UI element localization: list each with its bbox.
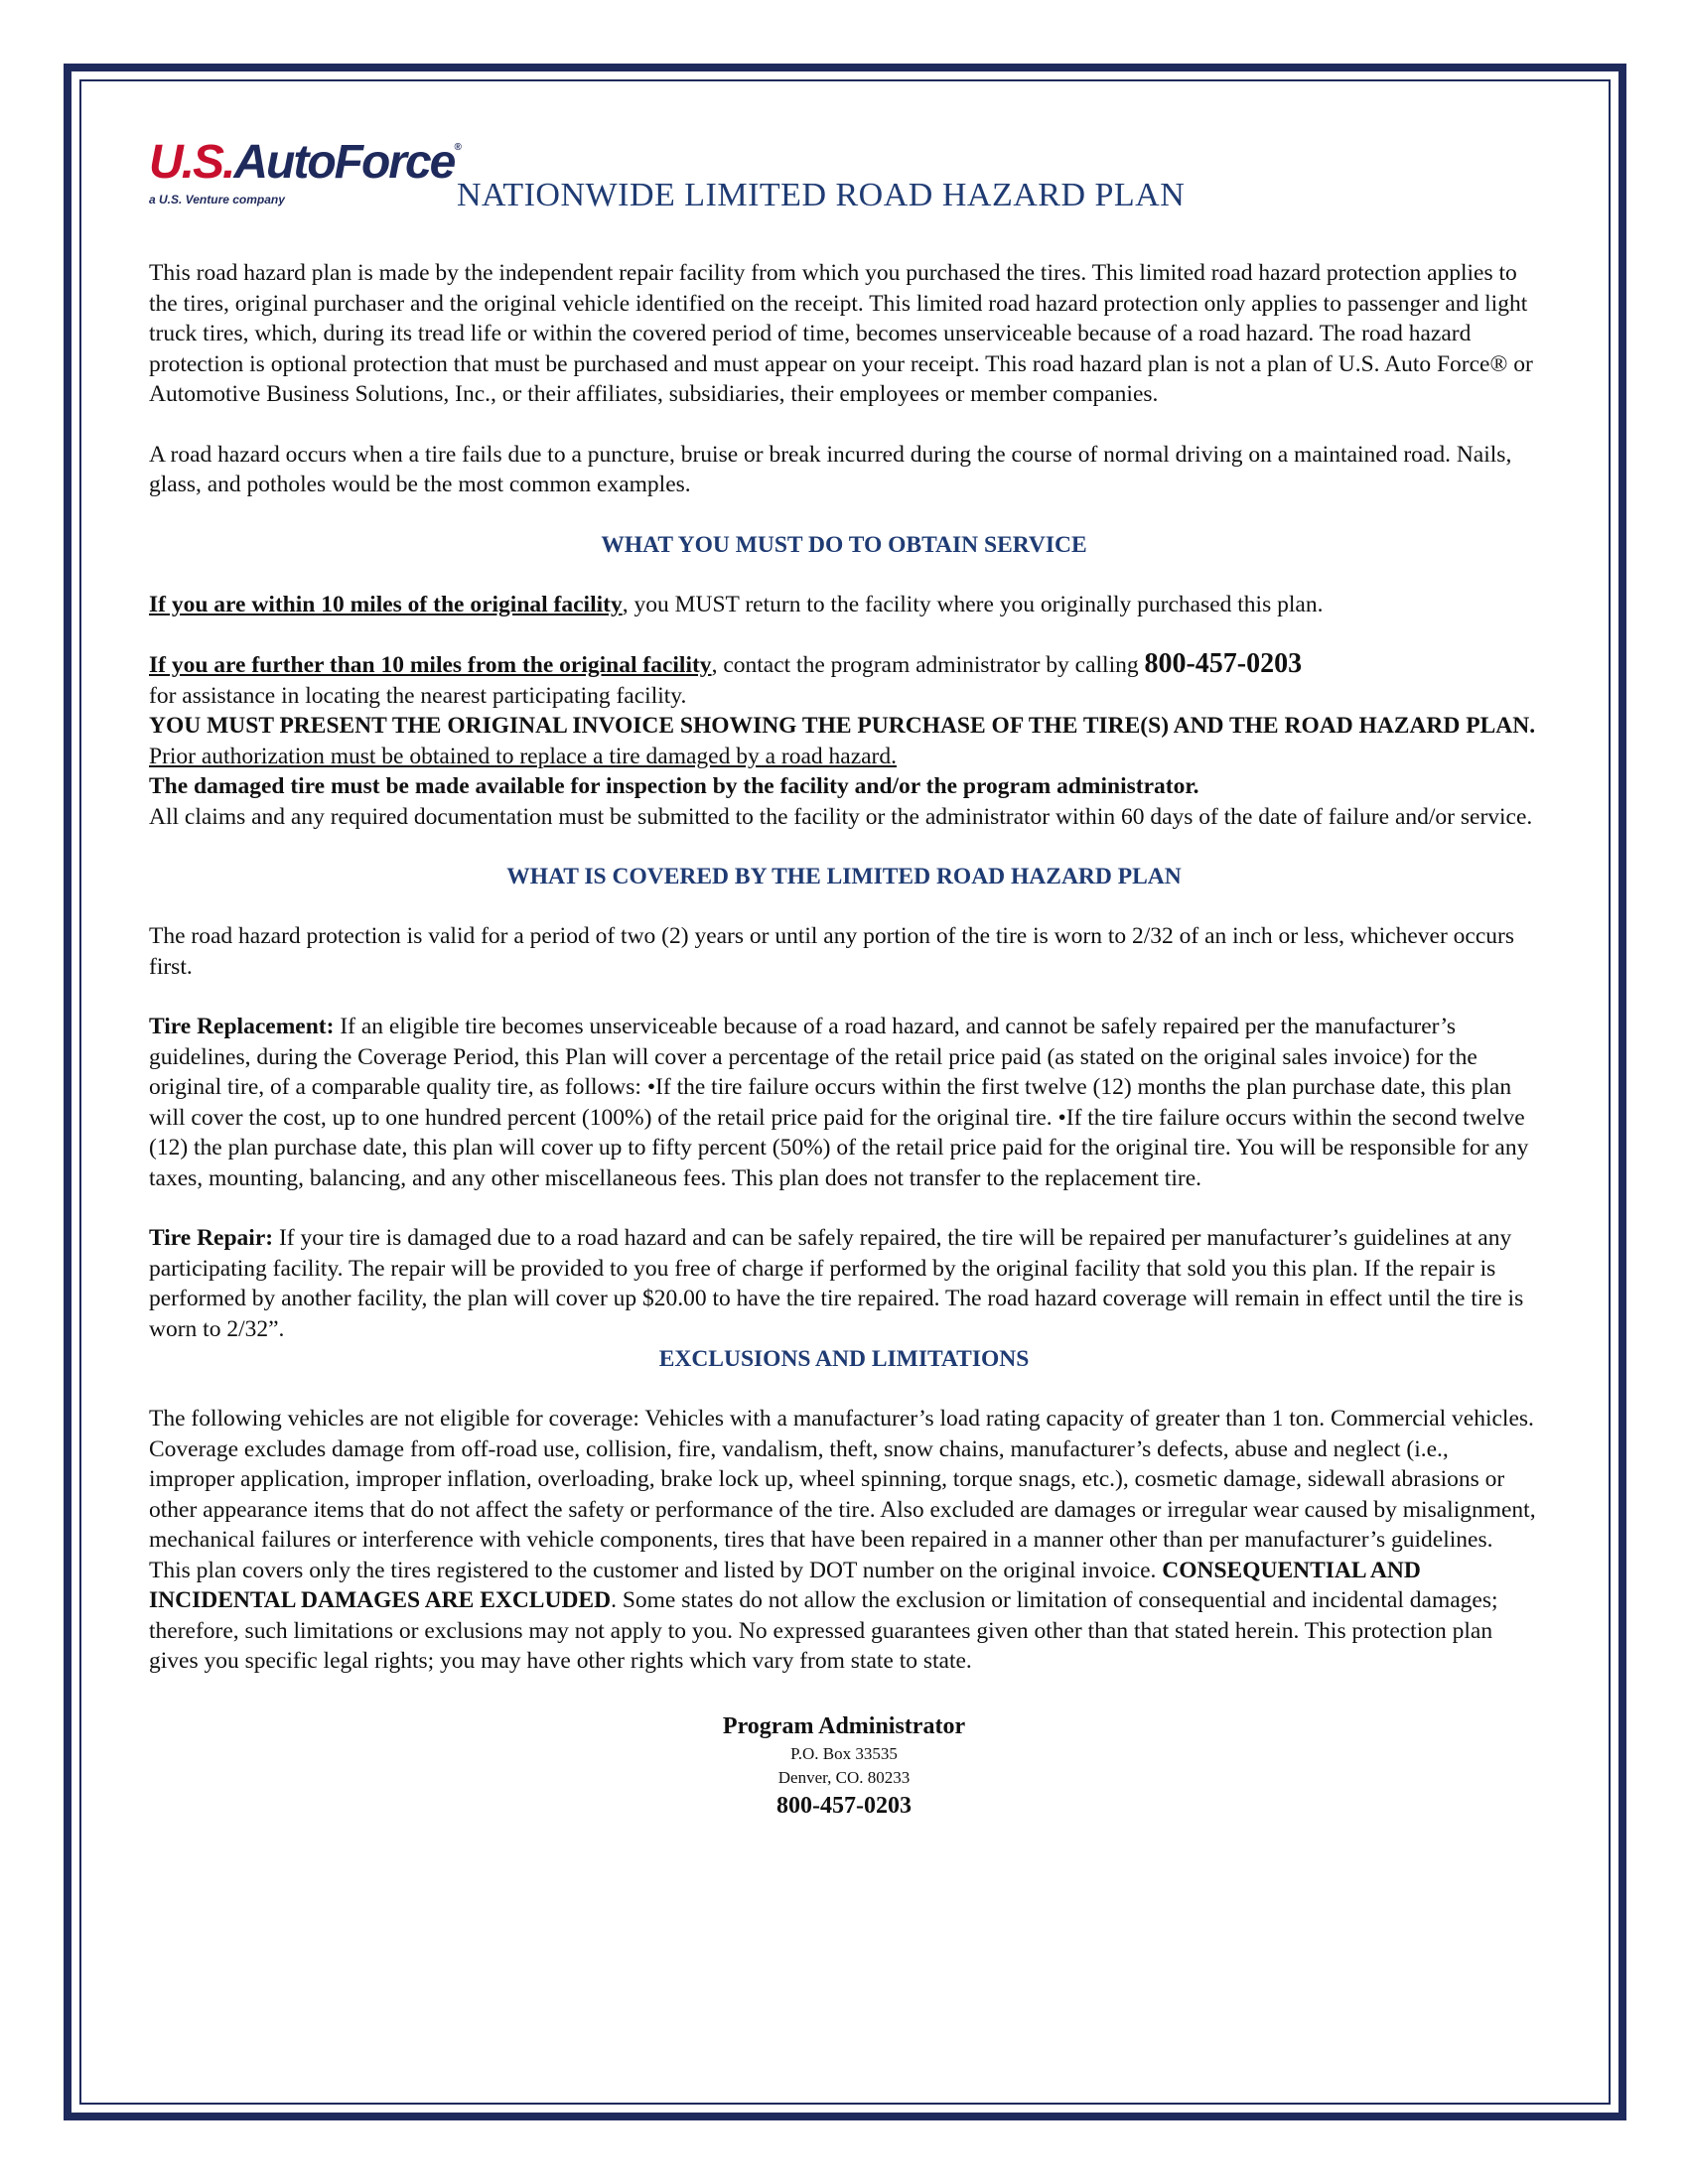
exclusions-heading: EXCLUSIONS AND LIMITATIONS xyxy=(658,1346,1030,1372)
further-10-miles-paragraph xyxy=(149,649,1539,711)
logo-tagline: a U.S. Venture company xyxy=(149,193,285,206)
prior-authorization-note: Prior authorization must be obtained to replace a tire damaged by a road hazard. xyxy=(149,743,898,769)
within-10-miles-text: , you MUST return to the facility where you originally purchased this plan. xyxy=(622,591,1324,617)
logo-autoforce-text: AutoForce xyxy=(233,136,455,189)
document-header xyxy=(149,136,1539,258)
page-title: NATIONWIDE LIMITED ROAD HAZARD PLAN xyxy=(457,177,1186,213)
document-content xyxy=(149,136,1539,1822)
administrator-phone-inline: 800-457-0203 xyxy=(1144,648,1303,679)
program-administrator-block xyxy=(149,1710,1539,1822)
exclusions-text: The following vehicles are not eligible for coverage: Vehicles with a manufacturer’s load rating capacity of greater than 1 ton. Commercial vehicles. Coverage excludes damage from off-road use, collision, fire, vandalism, theft, snow chains, manufacturer’s defects, abuse and neglect (i.e., improper application, improper inflation, overloading, brake lock up, wheel spinning, torque snags, etc.), cosmetic damage, sidewall abrasions or other appearance items that do not affect the safety or performance of the tire. Also excluded are damages or irregular wear caused by misalignment, mechanical failures or interference with vehicle components, tires that have been repaired in a manner other than per manufacturer’s guidelines. This plan covers only the tires registered to the customer and listed by DOT number on the original invoice. xyxy=(149,1406,1536,1583)
administrator-po-box: P.O. Box 33535 xyxy=(790,1743,898,1763)
tire-repair-lead: Tire Repair: xyxy=(149,1225,274,1251)
further-10-miles-text: , contact the program administrator by calling xyxy=(711,652,1145,678)
administrator-title: Program Administrator xyxy=(722,1712,966,1739)
administrator-phone: 800-457-0203 xyxy=(776,1792,912,1819)
coverage-validity: The road hazard protection is valid for a period of two (2) years or until any portion of the tire is worn to 2/32 of an inch or less, whichever occurs first. xyxy=(149,923,1514,980)
intro-paragraph-2: A road hazard occurs when a tire fails due to a puncture, bruise or break incurred during the course of normal driving on a maintained road. Nails, glass, and potholes would be the most common examples. xyxy=(149,441,1512,497)
tire-replacement-text: If an eligible tire becomes unserviceable because of a road hazard, and cannot be safely repaired per the manufacturer’s guidelines, during the Coverage Period, this Plan will cover a percentage of the retail price paid (as stated on the original sales invoice) for the original tire, of a comparable quality tire, as follows: •If the tire failure occurs within the first twelve (12) months the plan purchase date, this plan will cover the cost, up to one hundred percent (100%) of the retail price paid for the original tire. •If the tire failure occurs within the second twelve (12) the plan purchase date, this plan will cover up to fifty percent (50%) of the retail price paid for the original tire. You will be responsible for any taxes, mounting, balancing, and any other miscellaneous fees. This plan does not transfer to the replacement tire. xyxy=(149,1014,1529,1191)
administrator-city: Denver, CO. 80233 xyxy=(777,1767,911,1787)
logo-registered-mark: ® xyxy=(454,142,460,153)
further-10-miles-lead: If you are further than 10 miles from the original facility xyxy=(149,652,712,678)
tire-replacement-paragraph xyxy=(149,1012,1539,1193)
tire-replacement-lead: Tire Replacement: xyxy=(149,1014,335,1039)
covered-heading: WHAT IS COVERED BY THE LIMITED ROAD HAZARD PLAN xyxy=(506,864,1182,889)
us-autoforce-logo xyxy=(149,136,467,218)
consequential-damages-lead: CONSEQUENTIAL AND INCIDENTAL DAMAGES ARE EXCLUDED xyxy=(149,1557,1421,1613)
tire-repair-text: If your tire is damaged due to a road hazard and can be safely repaired, the tire will be repaired per manufacturer’s guidelines at any participating facility. The repair will be provided to you free of charge if performed by the original facility that sold you this plan. If the repair is performed by another facility, the plan will cover up $20.00 to have the tire repaired. The road hazard coverage will remain in effect until the tire is worn to 2/32”. xyxy=(149,1225,1524,1342)
service-heading: WHAT YOU MUST DO TO OBTAIN SERVICE xyxy=(601,531,1087,558)
further-10-miles-tail: for assistance in locating the nearest participating facility. xyxy=(149,682,687,709)
within-10-miles-paragraph xyxy=(149,590,1539,620)
exclusions-paragraph xyxy=(149,1404,1539,1677)
tire-repair-paragraph xyxy=(149,1223,1539,1344)
consequential-damages-text: . Some states do not allow the exclusion or limitation of consequential and incidental damages; therefore, such limitations or exclusions may not apply to you. No expressed guarantees given other than that stated herein. This protection plan gives you specific legal rights; you may have other rights which vary from state to state. xyxy=(149,1587,1498,1674)
inspection-requirement: The damaged tire must be made available for inspection by the facility and/or the program administrator. xyxy=(149,773,1199,799)
within-10-miles-lead: If you are within 10 miles of the original facility xyxy=(149,591,623,617)
logo-wordmark xyxy=(149,136,460,189)
claims-deadline: All claims and any required documentation must be submitted to the facility or the administrator within 60 days of the date of failure and/or service. xyxy=(149,803,1533,830)
intro-paragraph-1: This road hazard plan is made by the independent repair facility from which you purchased the tires. This limited road hazard protection applies to the tires, original purchaser and the original vehicle identified on the receipt. This limited road hazard protection only applies to passenger and light truck tires, which, during its tread life or within the covered period of time, becomes unserviceable because of a road hazard. The road hazard protection is optional protection that must be purchased and must appear on your receipt. This road hazard plan is not a plan of U.S. Auto Force® or Automotive Business Solutions, Inc., or their affiliates, subsidiaries, their employees or member companies. xyxy=(149,260,1533,407)
logo-us-text: U.S. xyxy=(149,136,234,189)
invoice-requirement: YOU MUST PRESENT THE ORIGINAL INVOICE SHOWING THE PURCHASE OF THE TIRE(S) AND THE ROAD HAZARD PLAN. xyxy=(149,713,1536,739)
